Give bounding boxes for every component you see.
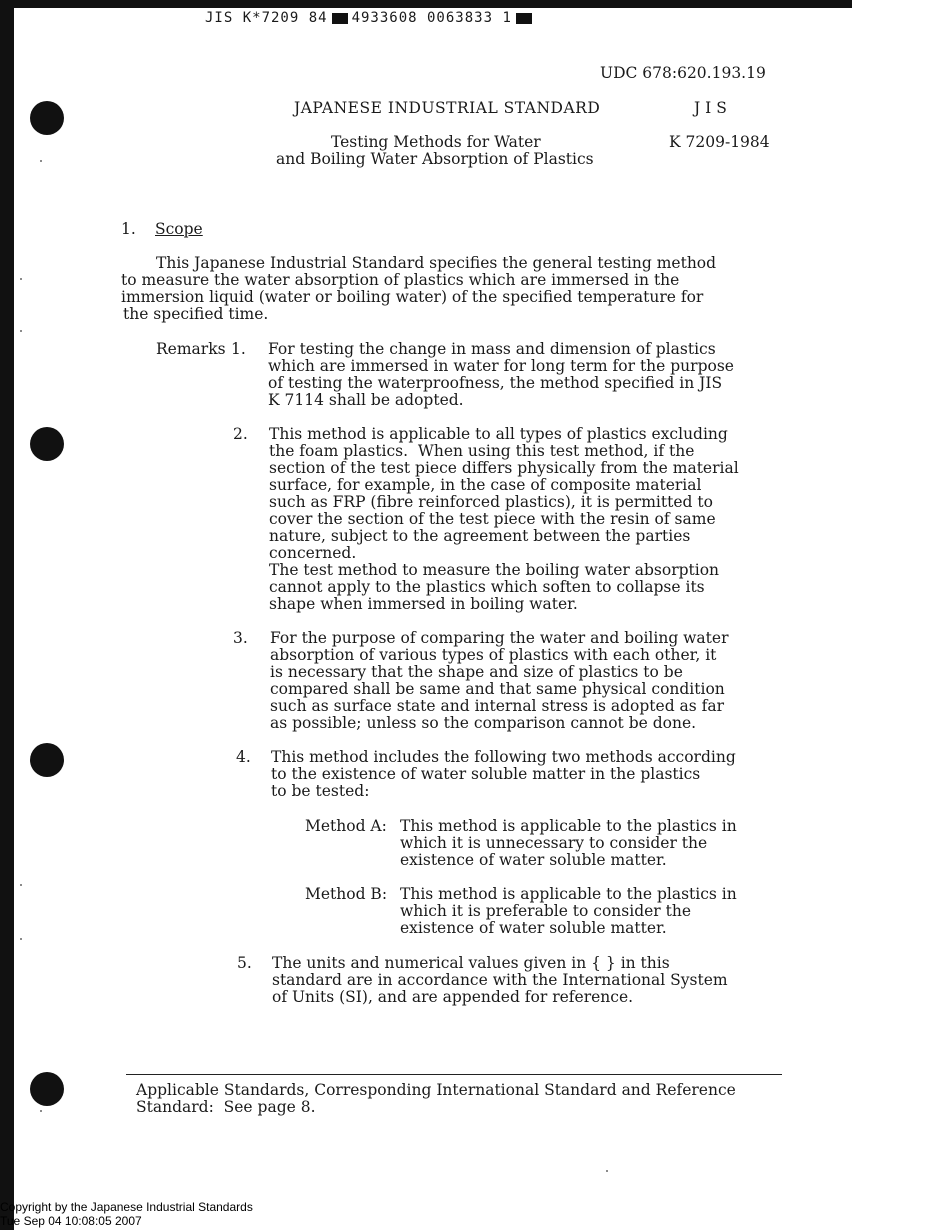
header-code-right: 4933608 0063833 1 [351, 10, 512, 26]
punch-hole [30, 427, 64, 461]
remark-line: K 7114 shall be adopted. [268, 391, 464, 409]
remark-number: 1. [231, 340, 246, 358]
method-line: which it is preferable to consider the [400, 902, 692, 920]
remark-number: 2. [233, 425, 248, 443]
header-code-left: JIS K*7209 84 [205, 10, 328, 26]
method-line: This method is applicable to the plastics in [400, 885, 737, 903]
section-title: Scope [155, 220, 203, 238]
footer-line: Standard: See page 8. [136, 1098, 316, 1116]
title-line-2: and Boiling Water Absorption of Plastics [276, 150, 594, 168]
scope-para-line: immersion liquid (water or boiling water) of the specified temperature for [121, 288, 704, 306]
remark-line: For testing the change in mass and dimension of plastics [268, 340, 716, 358]
remark-number: 4. [236, 748, 251, 766]
scope-para-line: to measure the water absorption of plastics which are immersed in the [121, 271, 680, 289]
remark-line: is necessary that the shape and size of plastics to be [270, 663, 683, 681]
punch-hole [30, 101, 64, 135]
footer-rule [126, 1074, 782, 1075]
remark-line: section of the test piece differs physically from the material [269, 459, 739, 477]
standard-name: JAPANESE INDUSTRIAL STANDARD [294, 99, 601, 117]
remark-line: The test method to measure the boiling water absorption [269, 561, 720, 579]
remark-line: which are immersed in water for long term for the purpose [268, 357, 734, 375]
remark-line: standard are in accordance with the International System [272, 971, 728, 989]
remark-number: 5. [237, 954, 252, 972]
scope-para-line: the specified time. [123, 305, 269, 323]
remark-line: such as FRP (fibre reinforced plastics), it is permitted to [269, 493, 713, 511]
scan-edge-left [0, 0, 14, 1230]
title-line-1: Testing Methods for Water [331, 133, 541, 151]
remark-line: shape when immersed in boiling water. [269, 595, 578, 613]
section-number: 1. [121, 220, 136, 238]
doc-number: K 7209-1984 [669, 133, 770, 151]
black-block-icon [516, 13, 532, 24]
copyright-notice [0, 1200, 253, 1228]
remark-line: compared shall be same and that same physical condition [270, 680, 725, 698]
remark-line: as possible; unless so the comparison cannot be done. [270, 714, 697, 732]
remark-line: This method includes the following two methods according [271, 748, 736, 766]
remark-line: absorption of various types of plastics with each other, it [270, 646, 717, 664]
scope-para-line: This Japanese Industrial Standard specifies the general testing method [156, 254, 717, 272]
remark-line: of testing the waterproofness, the method specified in JIS [268, 374, 723, 392]
method-line: which it is unnecessary to consider the [400, 834, 708, 852]
remark-line: nature, subject to the agreement between the parties [269, 527, 691, 545]
black-block-icon [332, 13, 348, 24]
remark-line: of Units (SI), and are appended for reference. [272, 988, 634, 1006]
punch-hole [30, 743, 64, 777]
remark-line: The units and numerical values given in { } in this [272, 954, 670, 972]
footer-line: Applicable Standards, Corresponding International Standard and Reference [136, 1081, 736, 1099]
remark-line: concerned. [269, 544, 357, 562]
barcode-header [205, 10, 613, 30]
method-line: This method is applicable to the plastics in [400, 817, 737, 835]
copyright-timestamp: Tue Sep 04 10:08:05 2007 [0, 1214, 142, 1228]
method-line: existence of water soluble matter. [400, 851, 667, 869]
scan-edge-top [14, 0, 852, 8]
method-label: Method B: [305, 885, 388, 903]
udc-number: UDC 678:620.193.19 [600, 64, 766, 82]
remark-line: to be tested: [271, 782, 370, 800]
remark-line: cannot apply to the plastics which soften to collapse its [269, 578, 705, 596]
remark-line: surface, for example, in the case of composite material [269, 476, 702, 494]
remark-line: For the purpose of comparing the water and boiling water [270, 629, 729, 647]
method-label: Method A: [305, 817, 387, 835]
remark-line: such as surface state and internal stress is adopted as far [270, 697, 725, 715]
remarks-label: Remarks [156, 340, 226, 358]
remark-line: to the existence of water soluble matter in the plastics [271, 765, 701, 783]
copyright-line: Copyright by the Japanese Industrial Standards [0, 1200, 253, 1214]
remark-line: the foam plastics. When using this test method, if the [269, 442, 695, 460]
remark-number: 3. [233, 629, 248, 647]
remark-line: cover the section of the test piece with the resin of same [269, 510, 716, 528]
jis-mark: J I S [694, 99, 727, 117]
remark-line: This method is applicable to all types of plastics excluding [269, 425, 728, 443]
method-line: existence of water soluble matter. [400, 919, 667, 937]
punch-hole [30, 1072, 64, 1106]
